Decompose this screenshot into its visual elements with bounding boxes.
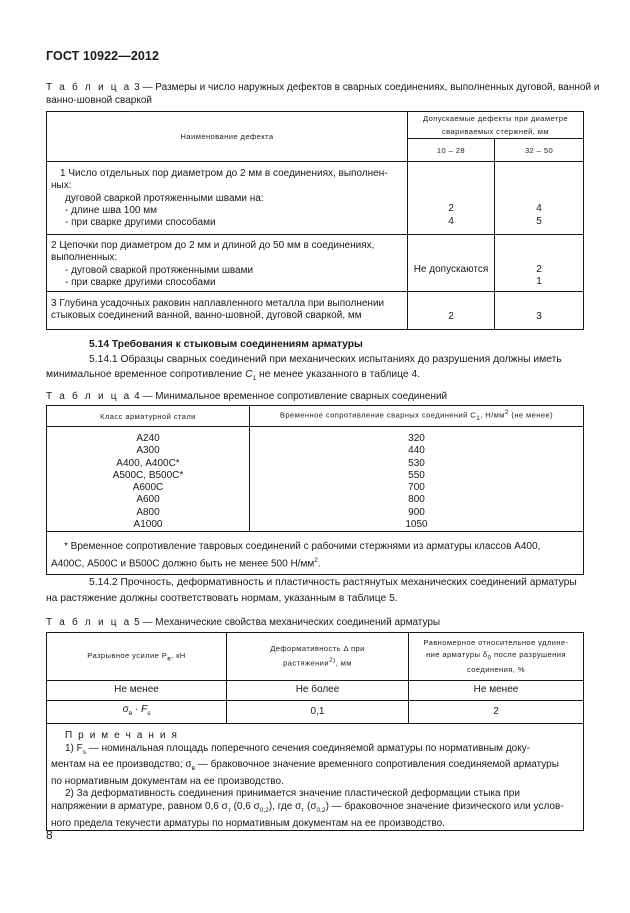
header-line [409,649,583,665]
list-item: А240 [136,433,160,444]
text: не менее указанного в таблице 4. [256,369,421,380]
text: ) — браковочное значение физического или услов- [325,800,564,812]
notes-title: П р и м е ч а н и я [65,730,179,741]
caption-text-line2: ванно-шовной сваркой [46,95,153,106]
header-line [227,655,408,670]
table4-footnote [47,532,584,575]
table4-caption [46,390,447,403]
table5-cell: Не более [227,681,409,701]
text-line: - при сварке другими способами [65,217,216,229]
table5-header-elong [409,633,584,681]
symbol: · F [132,703,148,715]
subscript: 0 [487,654,492,662]
table5-header-deform [227,633,409,681]
table3-header-name: Наименование дефекта [47,112,408,162]
list-item: 900 [408,506,425,518]
table4 [46,405,584,575]
header-text: Разрывное усилие Р [87,650,168,660]
list-item: А800 [136,506,160,518]
table4-values-cell [250,427,584,532]
superscript: 2 [504,409,509,417]
text-line: дуговой сваркой протяженными швами на: [65,192,264,204]
text: — номинальная площадь поперечного сечения соединяемой арматуры по нормативным доку- [86,742,531,754]
list-item: 530 [408,457,425,469]
text-line: 1 Число отдельных пор диаметром до 2 мм в соединениях, выполнен- [60,168,388,179]
text: — браковочное значение временного сопротивления соединяемой арматуры [195,759,559,771]
value: 4 [448,215,454,227]
text-line: ных: [51,180,72,192]
table3-header-range1: 10 – 28 [408,139,495,162]
caption-word: Т а б л и ц а [46,82,132,93]
list-item: 700 [408,482,425,494]
text: (σ [304,800,317,812]
table3-value-cell [408,162,495,235]
table-row [47,162,584,235]
table5-cell: 2 [409,701,584,724]
table5 [46,632,584,831]
table4-header-class: Класс арматурной стали [47,406,250,427]
table5-cell: Не менее [409,681,584,701]
document-id: ГОСТ 10922—2012 [46,49,160,63]
list-item: 1050 [405,519,428,531]
table5-notes [47,724,584,831]
text: А400С, А500С и В500С должно быть не менее 500 Н/мм [51,558,315,570]
note-line: по нормативным документам на ее производство. [51,775,284,787]
list-item: 800 [408,494,425,506]
table3-caption [46,81,599,107]
table3-value-cell [495,162,584,235]
list-item: А500С, В500С* [112,469,184,481]
table-row [47,681,584,701]
list-item: А300 [136,445,160,457]
footnote-line [51,554,579,571]
list-item: А400, А400С* [116,457,180,469]
text-line: - при сварке другими способами [65,276,216,288]
text-line: - длине шва 100 мм [65,204,158,216]
subscript: в [191,765,196,773]
footnote-line: * Временное сопротивление тавровых соединений с рабочими стержнями из арматуры классов А400, [64,541,541,553]
caption-text: 3 — Размеры и число наружных дефектов в сварных соединениях, выполненных дуговой, ванной и [131,82,600,93]
header-text: , Н/мм [480,411,505,420]
text-line: выполненных: [51,252,118,264]
superscript: 2) [328,657,336,665]
table3 [46,111,584,330]
text-line: 3 Глубина усадочных раковин наплавленного металла при выполнении [51,298,385,309]
table-row [47,292,584,330]
table4-classes-cell [47,427,250,532]
text-line: 2 Цепочки пор диаметром до 2 мм и длиной до 50 мм в соединениях, [51,240,375,251]
header-text: , мм [335,658,352,668]
text: ), где σ [268,800,302,812]
table3-header-range2: 32 – 50 [495,139,584,162]
header-line: соединения, % [467,665,525,675]
superscript: 2 [314,557,318,565]
subscript: 1 [252,375,257,383]
text-line: - дуговой сваркой протяженными швами [65,264,254,276]
value: 5 [536,215,542,227]
text: . [317,558,321,570]
section-title: 5.14 Требования к стыковым соединениям арматуры [89,339,363,350]
header-line: Допускаемые дефекты при диаметре [422,114,569,123]
caption-word: Т а б л и ц а [46,391,132,402]
symbol: С [245,369,253,380]
note-line: ного предела текучести арматуры по нормативным документам на ее производство. [51,817,445,829]
subscript: s [147,709,151,717]
table5-caption [46,616,440,629]
note-line: 2) За деформативность соединения принимается значение пластической деформации стыка при [65,788,520,800]
header-text: растяжении [283,658,329,668]
caption-word: Т а б л и ц а [46,617,132,628]
text: напряжении в арматуре, равном 0,6 σ [51,800,228,812]
value: 4 [536,203,542,215]
header-text: после разрушения [491,649,566,659]
note-line [51,743,579,760]
paragraph-line: на растяжение должны соответствовать нормам, указанным в таблице 5. [46,593,398,604]
header-text: , кН [171,650,186,660]
table3-value-cell [408,235,495,292]
table4-header-resist [250,406,584,427]
subscript: т [227,806,231,814]
subscript: т [301,806,305,814]
text: 1) F [65,742,83,754]
note-line [51,759,579,776]
text: (0,6 σ [230,800,260,812]
subscript: в [167,655,172,663]
text: минимальное временное сопротивление [46,369,246,380]
text: ментам на ее производство; σ [51,759,192,771]
table5-formula-cell [47,701,227,724]
subscript: 0,2 [316,806,326,814]
list-item: А600 [136,494,160,506]
table5-cell: Не менее [47,681,227,701]
header-line: свариваемых стержней, мм [441,127,550,136]
table3-value-cell [495,235,584,292]
paragraph-line [46,367,420,386]
table3-header-allowed [408,112,584,139]
table3-defect-cell [47,162,408,235]
value: 2 [536,264,542,275]
table3-value-cell: 2 [408,292,495,330]
page-number: 8 [46,828,53,842]
subscript: s [82,748,87,756]
list-item: А600С [132,482,164,494]
table3-value-cell: 3 [495,292,584,330]
paragraph-line: 5.14.1 Образцы сварных соединений при механических испытаниях до разрушения должны иметь [89,354,562,365]
note-line [51,801,579,818]
table5-header-force [47,633,227,681]
value: 2 [448,203,454,215]
header-line: Деформативность Δ при [270,644,365,654]
list-item: 320 [408,433,425,444]
symbol: σ [122,703,129,715]
table3-defect-cell [47,292,408,330]
header-text: ние арматуры δ [426,649,488,659]
value: 1 [536,276,542,288]
subscript: 1 [476,415,481,423]
header-text: (не менее) [508,411,554,420]
value: Не допускаются [413,264,489,275]
header-line: Равномерное относительное удлине- [423,637,569,647]
caption-text: 5 — Механические свойства механических соединений арматуры [131,617,441,628]
list-item: 550 [408,469,425,481]
table3-defect-cell [47,235,408,292]
list-item: 440 [408,445,425,457]
subscript: в [128,709,133,717]
table5-cell: 0,1 [227,701,409,724]
caption-text: 4 — Минимальное временное сопротивление сварных соединений [131,391,448,402]
paragraph-line: 5.14.2 Прочность, деформативность и пластичность растянутых механических соединений арматуры [89,577,577,588]
table-row [47,235,584,292]
text-line: стыковых соединений ванной, ванно-шовной, дуговой сваркой, мм [51,310,362,322]
table-row [47,701,584,724]
header-text: Временное сопротивление сварных соединений С [279,411,477,420]
list-item: А1000 [133,519,163,531]
subscript: 0,2 [259,806,269,814]
